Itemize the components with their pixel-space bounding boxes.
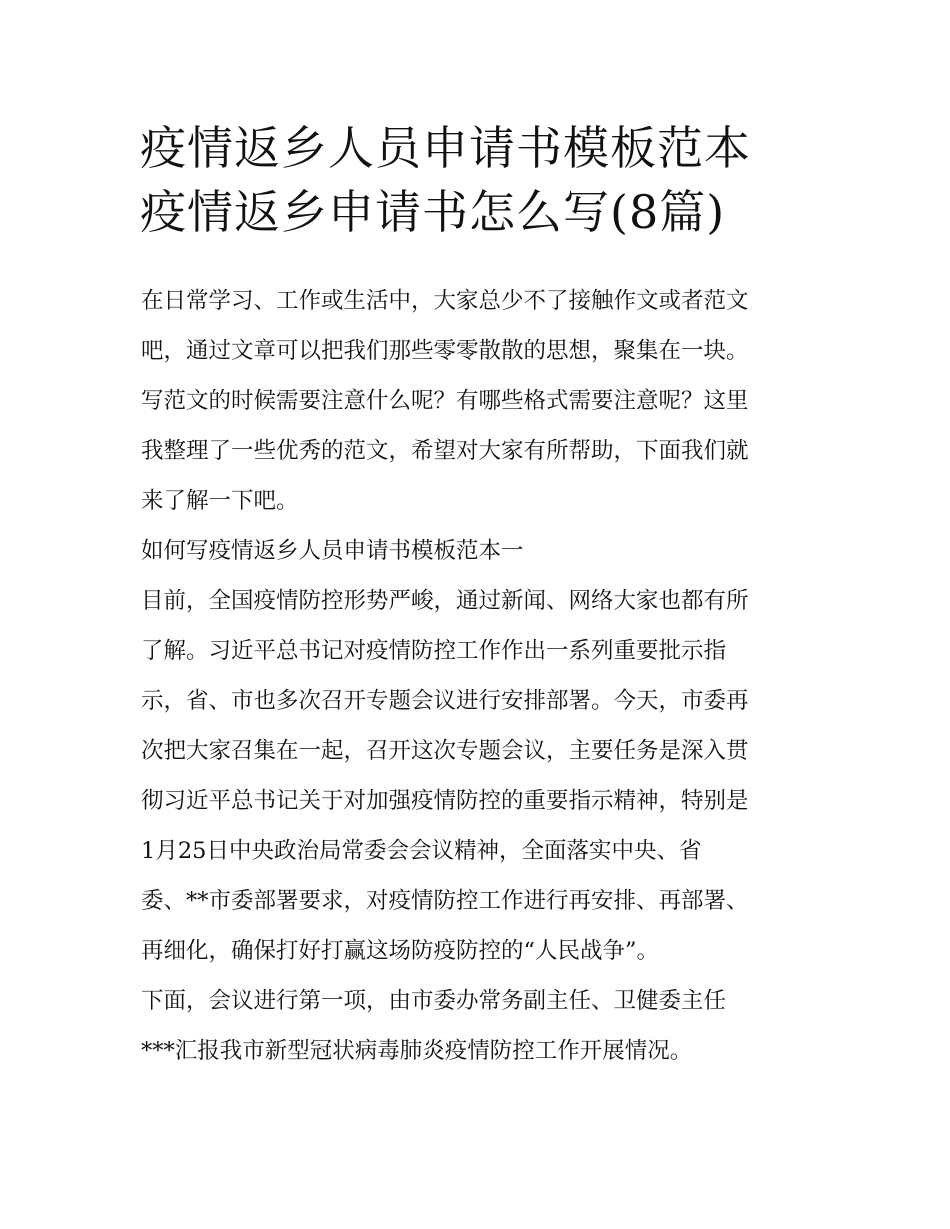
title-line: 疫情返乡申请书怎么写(8篇) xyxy=(140,185,726,239)
text-line: 来了解一下吧。 xyxy=(141,488,299,514)
text-line: 1月25日中央政治局常委会会议精神，全面落实中央、省 xyxy=(141,838,702,864)
text-line: 示，省、市也多次召开专题会议进行安排部署。今天，市委再 xyxy=(141,688,749,714)
text-line: 委、**市委部署要求，对疫情防控工作进行再安排、再部署、 xyxy=(141,888,749,914)
text-line: 彻习近平总书记关于对加强疫情防控的重要指示精神，特别是 xyxy=(141,788,749,814)
text-line: ***汇报我市新型冠状病毒肺炎疫情防控工作开展情况。 xyxy=(141,1038,693,1064)
title-line: 疫情返乡人员申请书模板范本 xyxy=(140,121,751,175)
text-line: 次把大家召集在一起，召开这次专题会议，主要任务是深入贯 xyxy=(141,738,749,764)
body-paragraph xyxy=(141,976,821,1076)
document-body xyxy=(141,276,821,1076)
text-line: 下面，会议进行第一项，由市委办常务副主任、卫健委主任 xyxy=(141,988,727,1014)
text-line: 我整理了一些优秀的范文，希望对大家有所帮助，下面我们就 xyxy=(141,438,749,464)
text-line: 目前，全国疫情防控形势严峻，通过新闻、网络大家也都有所 xyxy=(141,588,749,614)
intro-paragraph xyxy=(141,276,821,526)
text-line: 写范文的时候需要注意什么呢？有哪些格式需要注意呢？这里 xyxy=(141,388,749,414)
text-line: 在日常学习、工作或生活中，大家总少不了接触作文或者范文 xyxy=(141,288,749,314)
section-heading: 如何写疫情返乡人员申请书模板范本一 xyxy=(141,538,524,564)
body-paragraph xyxy=(141,576,821,976)
text-line: 吧，通过文章可以把我们那些零零散散的思想，聚集在一块。 xyxy=(141,338,749,364)
text-line: 再细化，确保打好打赢这场防疫防控的“人民战争”。 xyxy=(141,938,660,964)
document-title xyxy=(140,116,820,244)
text-line: 了解。习近平总书记对疫情防控工作作出一系列重要批示指 xyxy=(141,638,727,664)
